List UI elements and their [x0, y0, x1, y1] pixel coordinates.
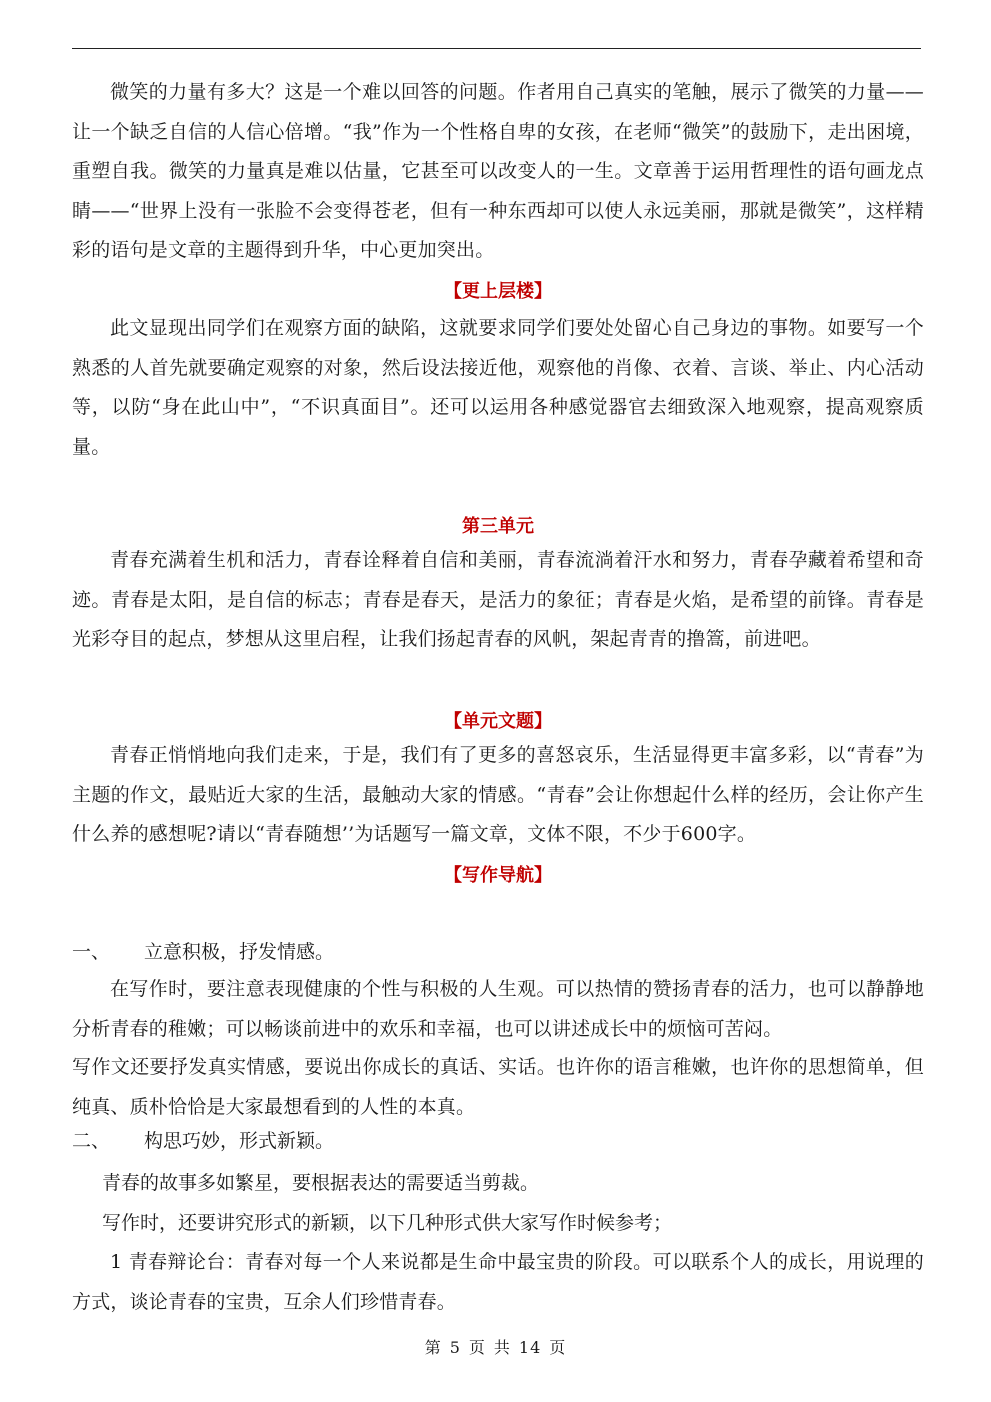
footer-total-prefix: 共: [493, 1338, 511, 1357]
list-title-two: 构思巧妙，形式新颖。: [144, 1130, 335, 1152]
paragraph-form-novelty: 写作时，还要讲究形式的新颖，以下几种形式供大家写作时候参考；: [102, 1212, 673, 1234]
paragraph-smile-analysis: 微笑的力量有多大？这是一个难以回答的问题。作者用自己真实的笔触，展示了微笑的力量——让一个缺乏自信的人信心倍增。“我”作为一个性格自卑的女孩，在老师“微笑”的鼓励下，走出困境，重塑自我。微笑的力量真是难以估量，它甚至可以改变人的一生。文章善于运用哲理性的语句画龙点睛——“世界上没有一张脸不会变得苍老，但有一种东西却可以使人永远美丽，那就是微笑”，这样精彩的语句是文章的主题得到升华，中心更加突出。: [72, 81, 924, 261]
page-footer: [0, 1335, 991, 1358]
paragraph-writing-prompt: 青春正悄悄地向我们走来，于是，我们有了更多的喜怒哀乐，生活显得更丰富多彩，以“青春”为主题的作文，最贴近大家的生活，最触动大家的情感。“青春”会让你想起什么样的经历，会让你产生什么养的感想呢?请以“青春随想’’为话题写一篇文章，文体不限，不少于600字。: [72, 744, 924, 845]
list-item-two: [72, 1126, 334, 1153]
footer-page-number: 5: [449, 1338, 461, 1357]
footer-page-label: 页: [468, 1338, 486, 1357]
heading-writing-guide: 【写作导航】: [444, 865, 552, 886]
footer-total-pages: 14: [518, 1338, 542, 1357]
header-rule: [72, 48, 921, 49]
footer-suffix: 页: [549, 1338, 567, 1357]
paragraph-debate-form: 1 青春辩论台：青春对每一个人来说都是生命中最宝贵的阶段。可以联系个人的成长，用说理的方式，谈论青春的宝贵，互余人们珍惜青春。: [72, 1251, 924, 1313]
list-number-two: 二、: [72, 1130, 111, 1152]
heading-gengshang-cenglou: 【更上层楼】: [444, 281, 552, 302]
heading-unit-three: 第三单元: [462, 516, 534, 537]
list-number-one: 一、: [72, 941, 111, 963]
list-title-one: 立意积极，抒发情感。: [144, 941, 335, 963]
paragraph-positive-intent: 在写作时，要注意表现健康的个性与积极的人生观。可以热情的赞扬青春的活力，也可以静静地分析青春的稚嫩；可以畅谈前进中的欢乐和幸福，也可以讲述成长中的烦恼可苦闷。: [72, 978, 924, 1040]
list-item-one: [72, 937, 334, 964]
footer-prefix: 第: [424, 1338, 442, 1357]
paragraph-true-emotion: 写作文还要抒发真实情感，要说出你成长的真话、实话。也许你的语言稚嫩，也许你的思想简单，但纯真、质朴恰恰是大家最想看到的人性的本真。: [72, 1056, 924, 1118]
paragraph-observation: 此文显现出同学们在观察方面的缺陷，这就要求同学们要处处留心自己身边的事物。如要写一个熟悉的人首先就要确定观察的对象，然后设法接近他，观察他的肖像、衣着、言谈、举止、内心活动等，以防“身在此山中”，“不识真面目”。还可以运用各种感觉器官去细致深入地观察，提高观察质量。: [72, 317, 924, 458]
paragraph-youth-intro: 青春充满着生机和活力，青春诠释着自信和美丽，青春流淌着汗水和努力，青春孕藏着希望和奇迹。青春是太阳，是自信的标志；青春是春天，是活力的象征；青春是火焰，是希望的前锋。青春是光彩夺目的起点，梦想从这里启程，让我们扬起青春的风帆，架起青青的撸篙，前进吧。: [72, 549, 924, 650]
paragraph-trimming: 青春的故事多如繁星，要根据表达的需要适当剪裁。: [102, 1172, 540, 1194]
heading-unit-topic: 【单元文题】: [444, 711, 552, 732]
